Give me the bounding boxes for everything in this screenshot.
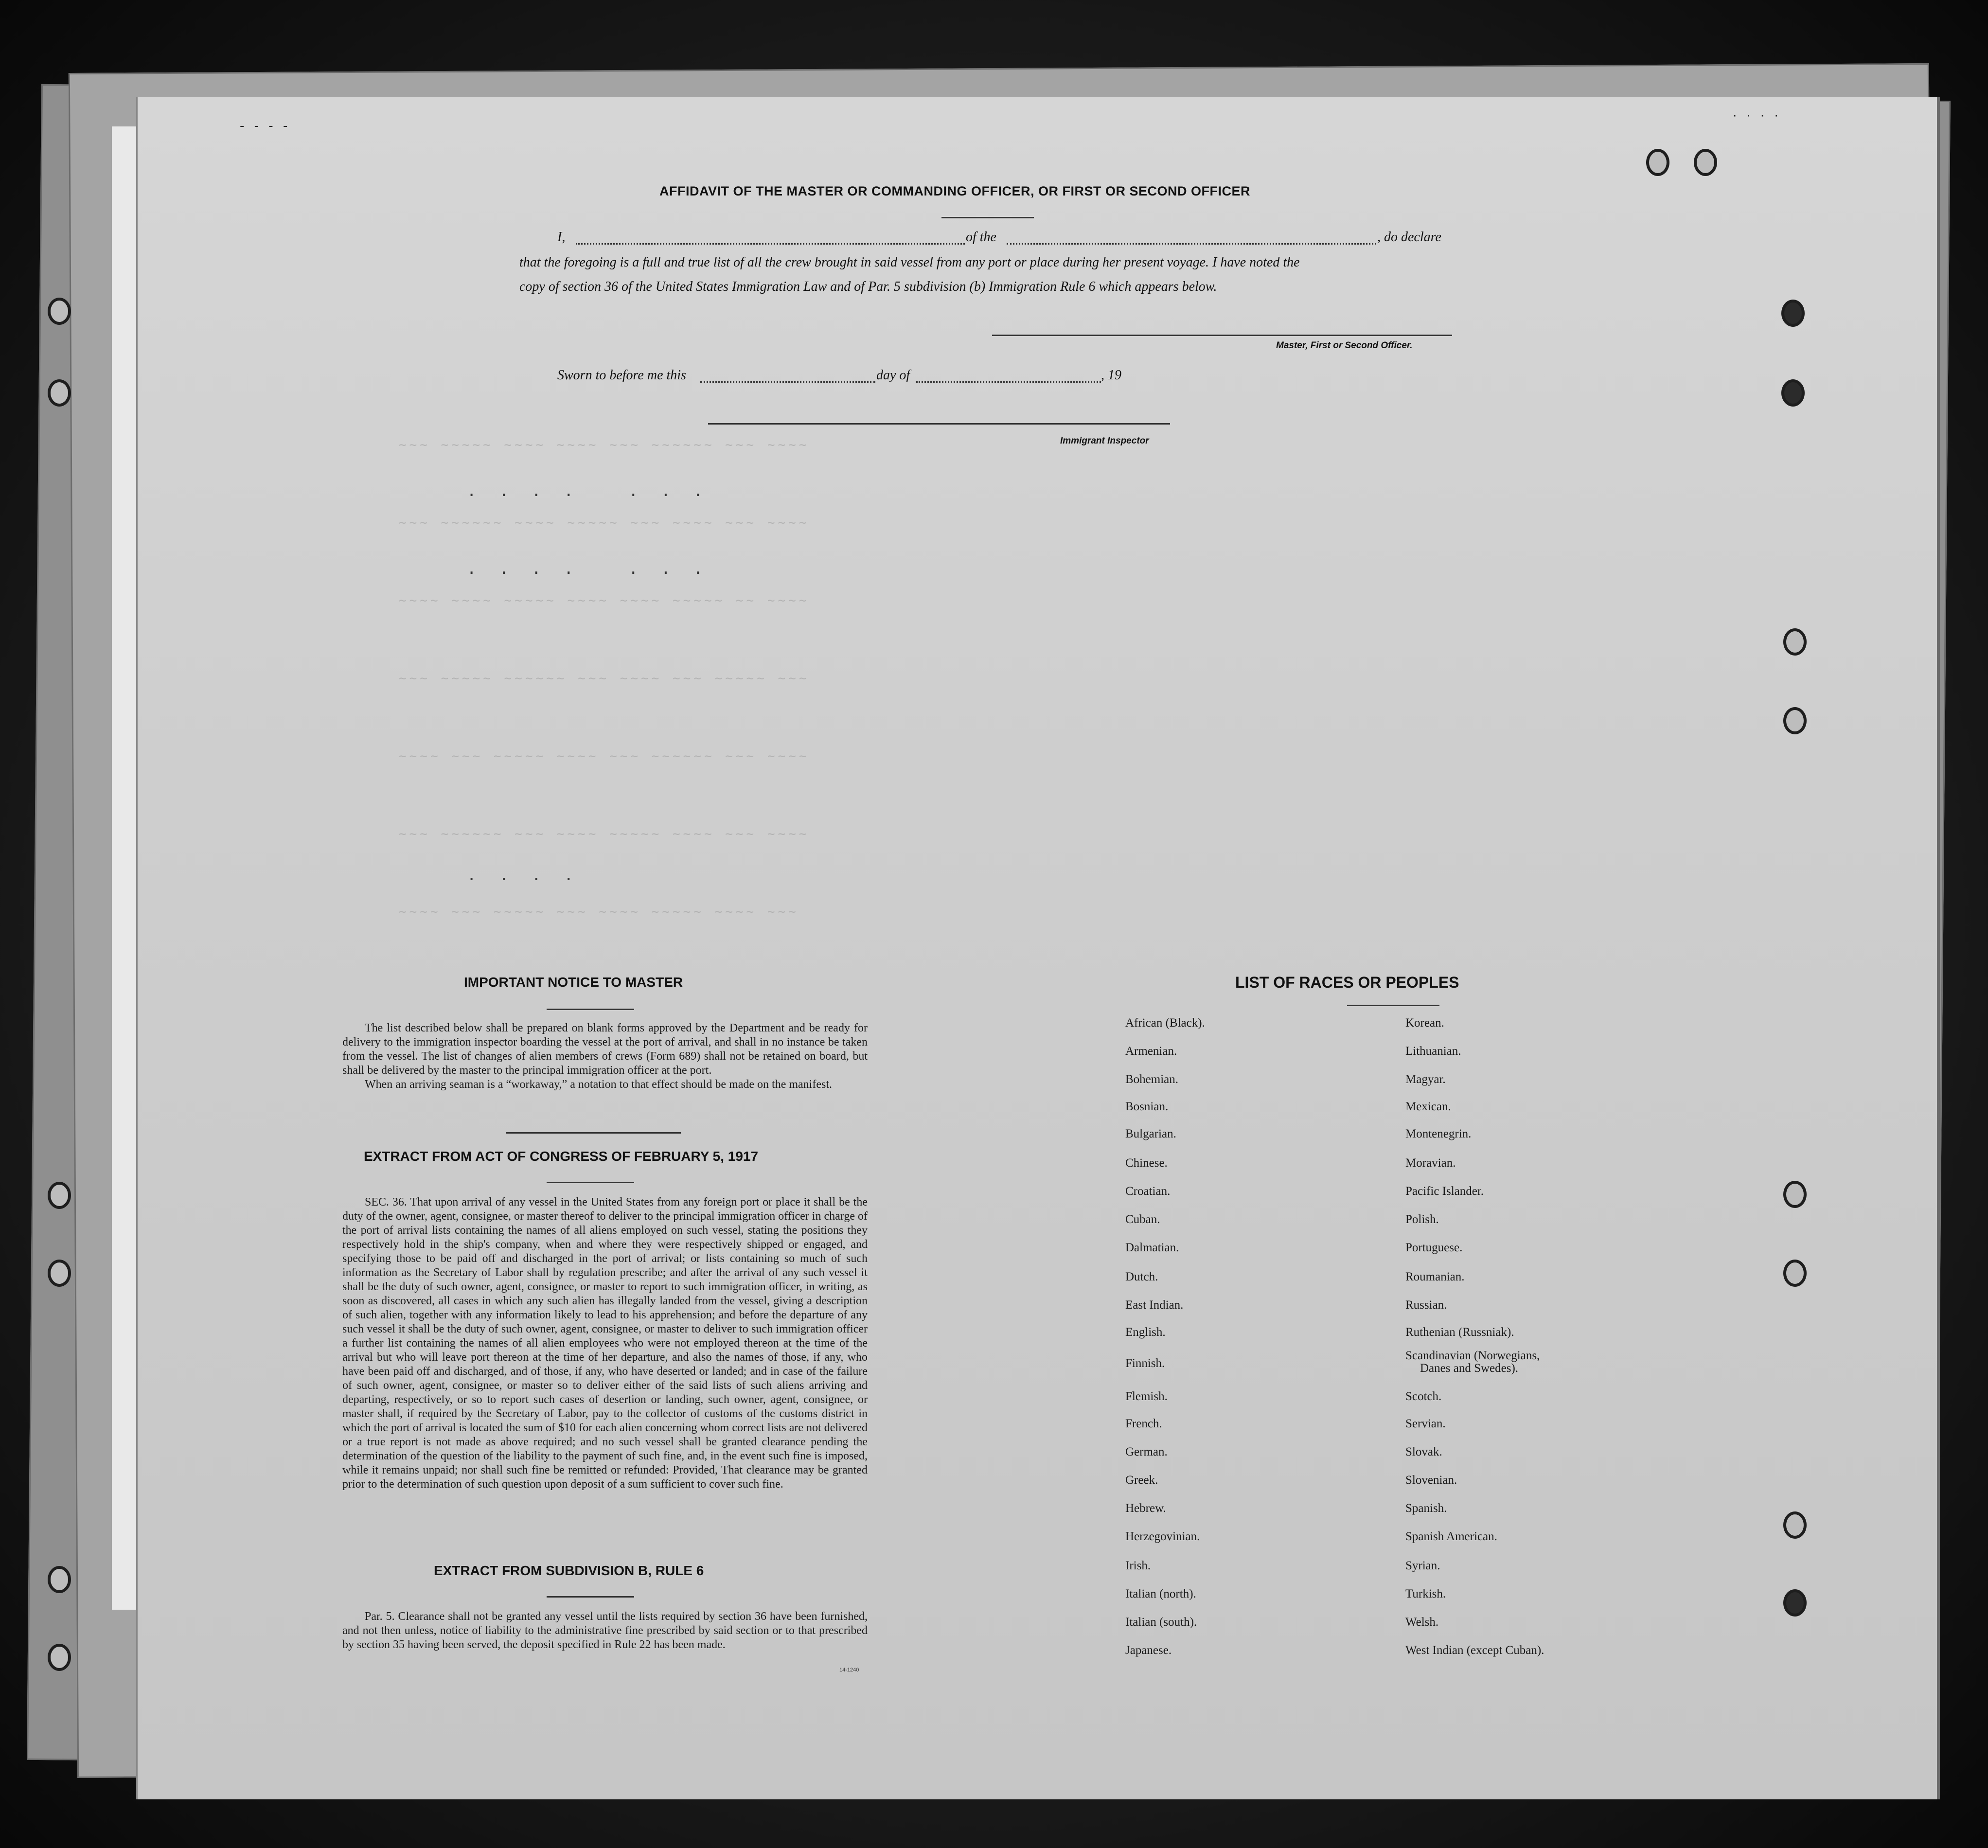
race-item: Scandinavian (Norwegians, [1405, 1349, 1540, 1362]
race-item: Irish. [1125, 1559, 1151, 1572]
bleed-through-text: ~~~ ~~~~~~ ~~~ ~~~~ ~~~~~ ~~~~ ~~~ ~~~~ [399, 827, 810, 841]
race-item: Japanese. [1125, 1644, 1172, 1657]
placeholder-dots: . . . . . . . [467, 481, 710, 500]
race-item: Hebrew. [1125, 1502, 1166, 1515]
race-item: Servian. [1405, 1417, 1446, 1430]
binder-hole [1783, 628, 1807, 656]
binder-hole [1781, 300, 1805, 327]
race-item: Slovak. [1405, 1445, 1442, 1458]
race-item: Scotch. [1405, 1390, 1442, 1403]
race-item: Bohemian. [1125, 1073, 1179, 1086]
binder-hole [1781, 379, 1805, 407]
race-item: Danes and Swedes). [1420, 1362, 1519, 1375]
race-item: Croatian. [1125, 1185, 1171, 1198]
race-item: Chinese. [1125, 1156, 1168, 1170]
binder-hole [48, 1182, 71, 1209]
rule-extract-body [342, 1610, 868, 1652]
binder-hole [48, 1644, 71, 1671]
bleed-through-text: ~~~~ ~~~~ ~~~~~ ~~~~ ~~~~ ~~~~~ ~~ ~~~~ [399, 593, 810, 608]
affidavit-of-the-label: of the [966, 230, 996, 245]
race-item: Italian (south). [1125, 1616, 1197, 1629]
binder-hole [1694, 149, 1717, 176]
race-item: Dalmatian. [1125, 1241, 1179, 1254]
race-item: Italian (north). [1125, 1587, 1196, 1600]
sworn-day-field[interactable] [700, 381, 875, 383]
divider-rule [1347, 1005, 1439, 1006]
notice-paragraph-2: When an arriving seaman is a “workaway,” a notation to that effect should be made on the manifest. [365, 1078, 832, 1091]
binder-hole [1783, 1589, 1807, 1617]
race-item: Greek. [1125, 1474, 1158, 1487]
sworn-year-label: , 19 [1101, 368, 1121, 383]
binder-hole [48, 298, 71, 325]
master-signature-caption: Master, First or Second Officer. [1276, 340, 1413, 351]
rule-extract-title: EXTRACT FROM SUBDIVISION B, RULE 6 [434, 1563, 704, 1578]
race-item: Spanish American. [1405, 1530, 1497, 1543]
race-item: Bulgarian. [1125, 1127, 1176, 1140]
race-item: Dutch. [1125, 1270, 1158, 1283]
affidavit-line-3: copy of section 36 of the United States Immigration Law and of Par. 5 subdivision (b) Immigration Rule 6 which appears below. [519, 279, 1217, 294]
divider-rule [941, 217, 1034, 218]
affidavit-line-2: that the foregoing is a full and true list of all the crew brought in said vessel from any port or place during her present voyage. I have noted the [519, 255, 1300, 270]
race-item: Lithuanian. [1405, 1045, 1461, 1058]
divider-rule [547, 1009, 634, 1010]
race-item: Cuban. [1125, 1213, 1160, 1226]
divider-rule [506, 1132, 681, 1134]
officer-name-field[interactable] [576, 243, 965, 245]
race-item: Spanish. [1405, 1502, 1447, 1515]
binder-hole [1783, 1181, 1807, 1208]
notice-title: IMPORTANT NOTICE TO MASTER [464, 975, 683, 990]
race-item: French. [1125, 1417, 1162, 1430]
divider-rule [547, 1182, 634, 1183]
race-item: Korean. [1405, 1016, 1444, 1030]
affidavit-i-label: I, [557, 230, 566, 245]
race-item: Pacific Islander. [1405, 1185, 1484, 1198]
sworn-month-field[interactable] [916, 381, 1101, 383]
master-signature-line[interactable] [992, 335, 1452, 336]
race-item: African (Black). [1125, 1016, 1205, 1030]
bleed-through-text: ~~~~ ~~~ ~~~~~ ~~~~ ~~~ ~~~~~~ ~~~ ~~~~ [399, 749, 810, 764]
race-item: West Indian (except Cuban). [1405, 1644, 1544, 1657]
race-item: Magyar. [1405, 1073, 1446, 1086]
race-item: Russian. [1405, 1298, 1447, 1312]
manifest-page [136, 97, 1940, 1799]
race-item: Finnish. [1125, 1357, 1165, 1370]
sworn-label: Sworn to before me this [557, 368, 686, 383]
act-extract-body [342, 1195, 868, 1492]
paragraph-5-text: Par. 5. Clearance shall not be granted any vessel until the lists required by section 36 have been furnished, and not then unless, notice of liability to the administrative fine prescribed by said section or to that prescribed by section 35 having been served, the deposit specified in Rule 22 has been made. [342, 1610, 868, 1651]
bleed-through-text: ~~~ ~~~~~ ~~~~ ~~~~ ~~~ ~~~~~~ ~~~ ~~~~ [399, 438, 810, 452]
race-item: Moravian. [1405, 1156, 1456, 1170]
races-title: LIST OF RACES OR PEOPLES [1235, 974, 1459, 991]
race-item: Armenian. [1125, 1045, 1177, 1058]
race-item: Mexican. [1405, 1100, 1451, 1113]
race-item: Montenegrin. [1405, 1127, 1472, 1140]
race-item: Slovenian. [1405, 1474, 1457, 1487]
placeholder-dots: . . . . [467, 866, 580, 884]
affidavit-title: AFFIDAVIT OF THE MASTER OR COMMANDING OFFICER, OR FIRST OR SECOND OFFICER [659, 184, 1250, 198]
race-item: Portuguese. [1405, 1241, 1463, 1254]
race-item: German. [1125, 1445, 1168, 1458]
binder-hole [48, 379, 71, 407]
vessel-name-field[interactable] [1007, 243, 1376, 245]
binder-hole [1783, 1260, 1807, 1287]
inspector-signature-caption: Immigrant Inspector [1060, 436, 1149, 446]
race-item: Welsh. [1405, 1616, 1439, 1629]
race-item: Syrian. [1405, 1559, 1440, 1572]
placeholder-dots: . . . . . . . [467, 559, 710, 578]
bleed-through-text: ~~~~ ~~~ ~~~~~ ~~~ ~~~~ ~~~~~ ~~~~ ~~~ [399, 905, 799, 919]
corner-mark: · · · · [1733, 109, 1781, 124]
notice-body [342, 1021, 868, 1092]
form-number: 14-1240 [839, 1667, 859, 1673]
race-item: Ruthenian (Russniak). [1405, 1326, 1514, 1339]
binder-hole [48, 1566, 71, 1593]
binder-hole [1783, 1511, 1807, 1539]
binder-hole [48, 1260, 71, 1287]
binder-hole [1646, 149, 1669, 176]
race-item: Flemish. [1125, 1390, 1168, 1403]
race-item: English. [1125, 1326, 1166, 1339]
do-declare-label: , do declare [1377, 230, 1441, 245]
inspector-signature-line[interactable] [708, 423, 1170, 425]
race-item: Bosnian. [1125, 1100, 1169, 1113]
race-item: Roumanian. [1405, 1270, 1465, 1283]
section-36-text: SEC. 36. That upon arrival of any vessel in the United States from any foreign port or place it shall be the duty of the owner, agent, consignee, or master thereof to deliver to the principal immigration officer in charge of the port of arrival lists containing the names of all aliens employed on such vessel, stating the positions they respectively hold in the ship's company, when and where they were respectively shipped or engaged, and specifying those to be paid off and discharged in the port of arrival; or lists containing so much of such information as the Secretary of Labor shall by regulation prescribe; and after the arrival of any such vessel it shall be the duty of such owner, agent, consignee, or master to report to such immigration officer, in writing, as soon as discovered, all cases in which any such alien has illegally landed from the vessel, giving a description of such alien, together with any information likely to lead to his apprehension; and before the departure of any such vessel it shall be the duty of such owner, agent, consignee, or master to deliver to such immigration officer a further list containing the names of all alien employees who were not employed thereon at the time of the arrival but who will leave port thereon at the time of her departure, and also the names of those, if any, who have been paid off and discharged, and of those, if any, who have deserted or landed; and in case of the failure of such owner, agent, consignee, or master so to deliver either of the said lists of such aliens arriving and departing, respectively, or so to report such cases of desertion or landing, such owner, agent, consignee, or master shall, if required by the Secretary of Labor, pay to the collector of customs of the customs district in which the port of arrival is located the sum of $10 for each alien concerning whom correct lists are not delivered or a true report is not made as above required; and no such vessel shall be granted clearance pending the determination of the question of the liability to the payment of such fine, and, in the event such fine is imposed, while it remains unpaid; nor shall such fine be remitted or refunded: Provided, That clearance may be granted prior to the determination of such question upon deposit of a sum sufficient to cover such fine. [342, 1196, 868, 1491]
race-item: Polish. [1405, 1213, 1439, 1226]
binder-hole [1783, 707, 1807, 734]
notice-paragraph-1: The list described below shall be prepared on blank forms approved by the Department and be ready for delivery to the immigration inspector boarding the vessel at the port of arrival, and shall in no instance be taken from the vessel. The list of changes of alien members of crews (Form 689) shall not be retained on board, but shall be delivered by the master to the principal immigration officer at the port. [342, 1022, 868, 1077]
sworn-day-of-label: day of [876, 368, 910, 383]
act-extract-title: EXTRACT FROM ACT OF CONGRESS OF FEBRUARY 5, 1917 [364, 1149, 759, 1164]
corner-mark: - - - - [240, 119, 291, 133]
bleed-through-text: ~~~ ~~~~~ ~~~~~~ ~~~ ~~~~ ~~~ ~~~~~ ~~~ [399, 671, 810, 686]
bleed-through-text: ~~~ ~~~~~~ ~~~~ ~~~~~ ~~~ ~~~~ ~~~ ~~~~ [399, 515, 810, 530]
race-item: Herzegovinian. [1125, 1530, 1200, 1543]
race-item: Turkish. [1405, 1587, 1446, 1600]
divider-rule [547, 1596, 634, 1598]
race-item: East Indian. [1125, 1298, 1184, 1312]
